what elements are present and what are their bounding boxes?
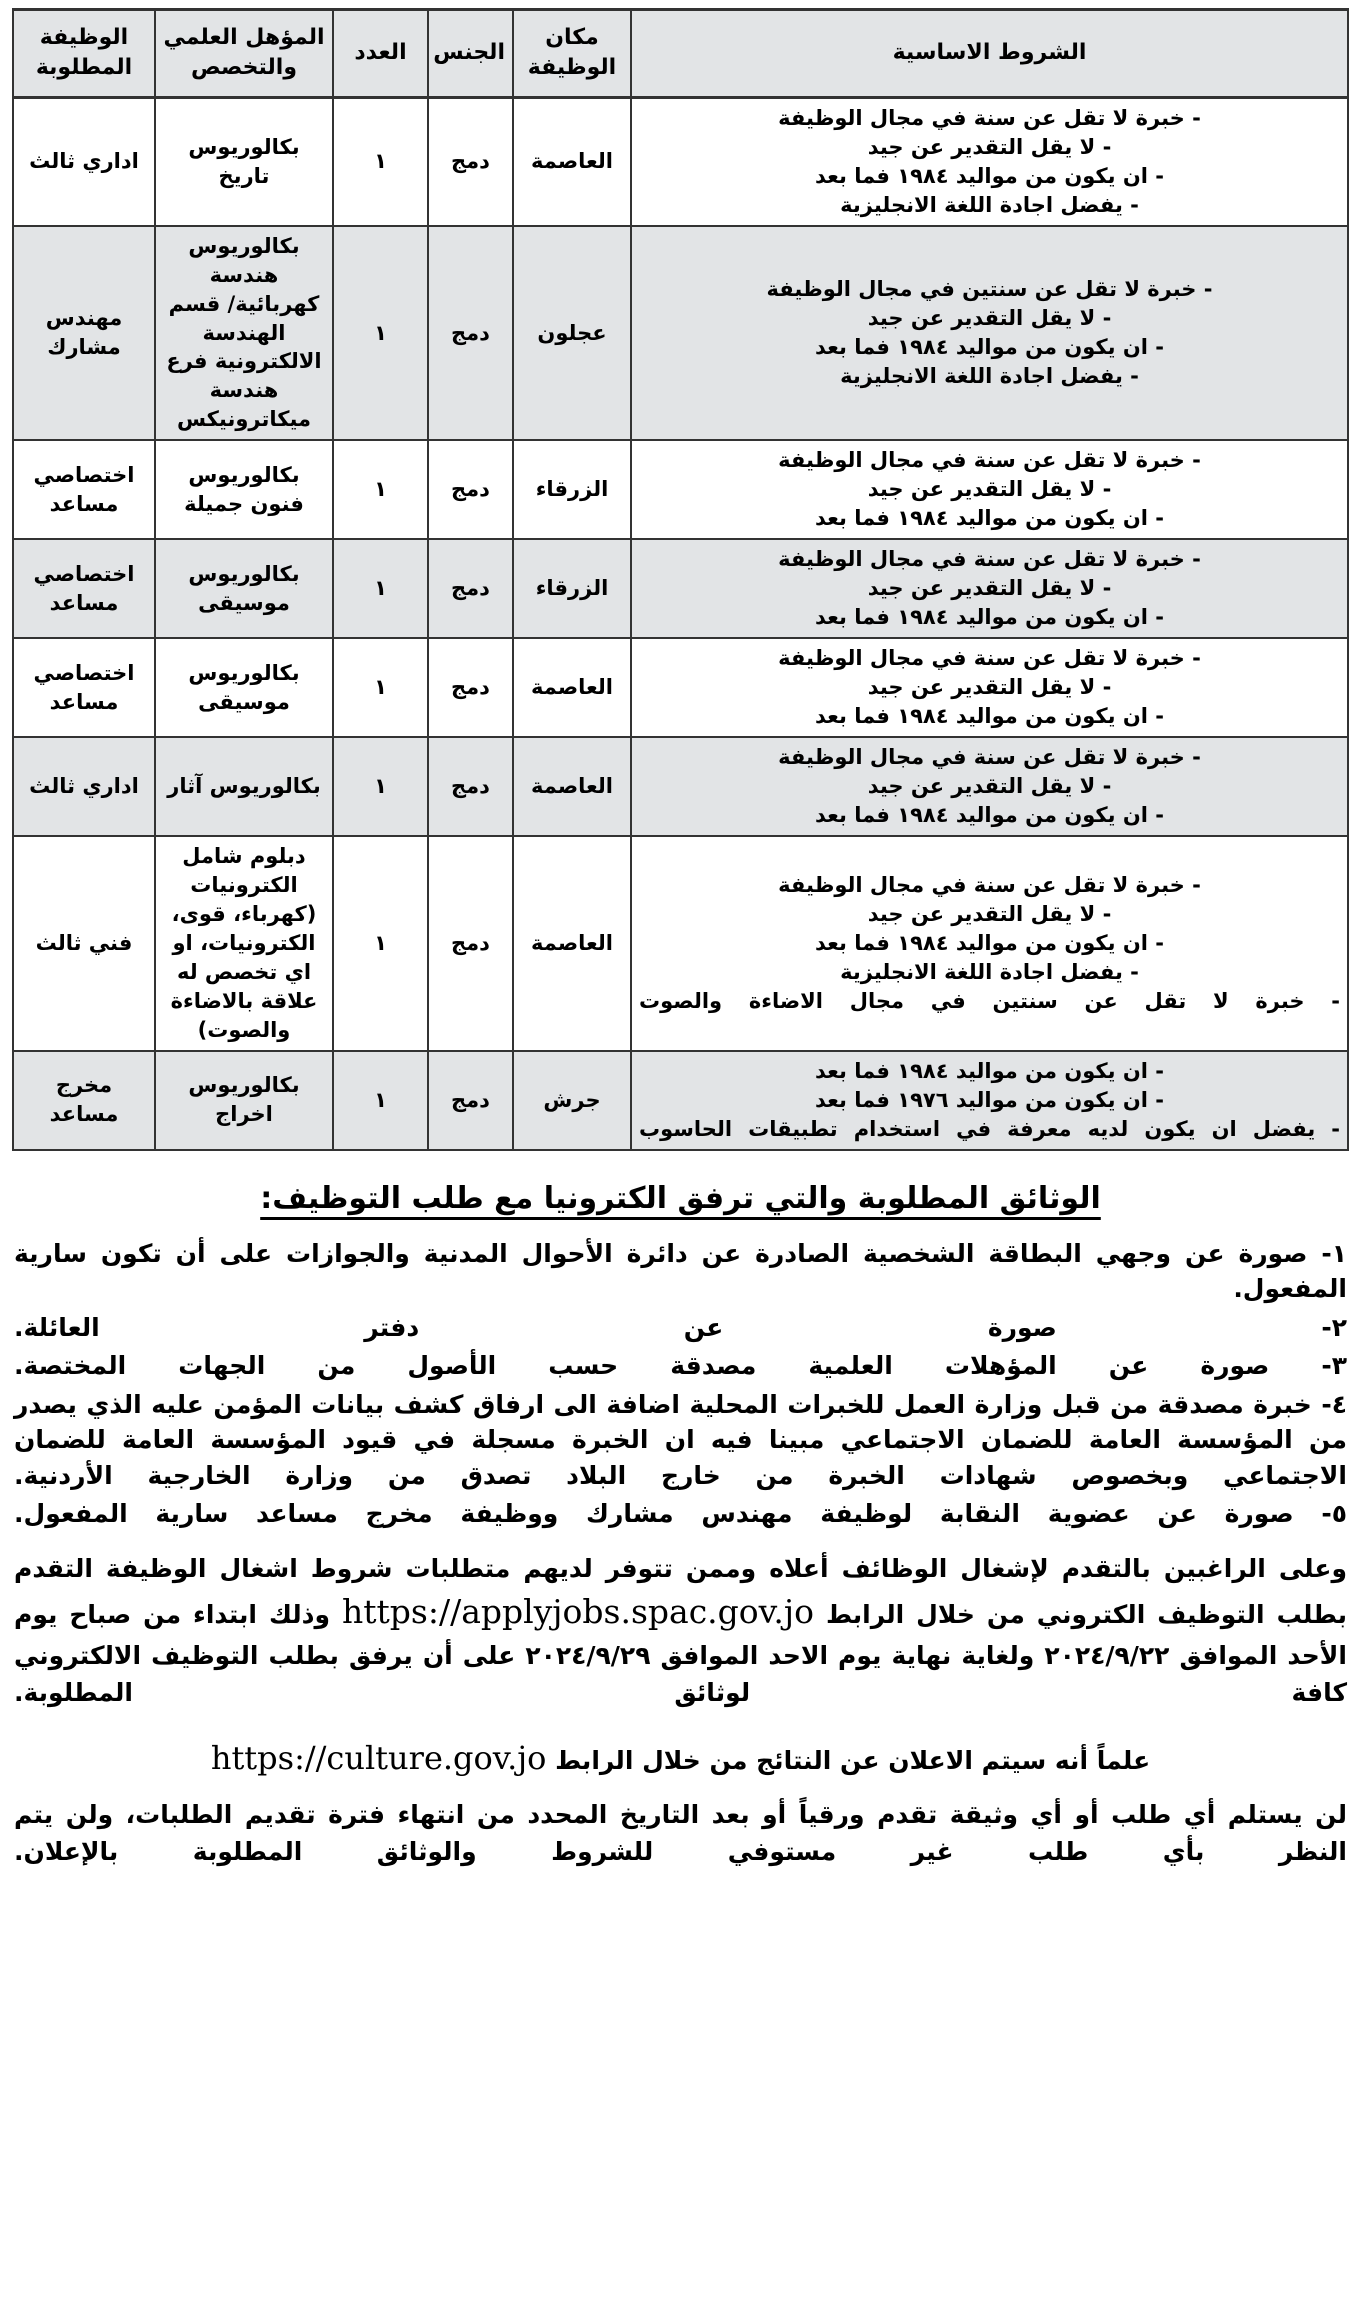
closing-statement: لن يستلم أي طلب أو أي وثيقة تقدم ورقياً أو بعد التاريخ المحدد من انتهاء فترة تقديم الطلبات، ولن يتم النظر بأي طلب غير مستوفي للشروط والوثائق المطلوبة بالإعلان. xyxy=(14,1799,1347,1867)
cell-gender: دمج xyxy=(428,539,513,638)
cell-count: ١ xyxy=(333,1051,428,1150)
condition-line: - يفضل اجادة اللغة الانجليزية xyxy=(840,363,1139,388)
table-row xyxy=(13,1051,1348,1150)
cell-qualification: بكالوريوس اخراج xyxy=(155,1051,333,1150)
condition-line: - لا يقل التقدير عن جيد xyxy=(867,774,1112,799)
cell-place: جرش xyxy=(513,1051,631,1150)
documents-list xyxy=(14,1236,1347,1532)
cell-job: اداري ثالث xyxy=(13,737,155,836)
table-row xyxy=(13,638,1348,737)
apply-portal-url[interactable]: https://applyjobs.spac.gov.jo xyxy=(342,1592,814,1632)
condition-line: - ان يكون من مواليد ١٩٨٤ فما بعد xyxy=(815,506,1164,531)
condition-line: - لا يقل التقدير عن جيد xyxy=(867,306,1112,331)
documents-title: الوثائق المطلوبة والتي ترفق الكترونيا مع طلب التوظيف: xyxy=(260,1180,1101,1216)
condition-line: - يفضل اجادة اللغة الانجليزية xyxy=(840,192,1139,217)
document-item: ٣- صورة عن المؤهلات العلمية مصدقة حسب الأصول من الجهات المختصة. xyxy=(14,1351,1347,1381)
condition-line: - ان يكون من مواليد ١٩٨٤ فما بعد xyxy=(815,605,1164,630)
table-row xyxy=(13,97,1348,225)
condition-line: - خبرة لا تقل عن سنة في مجال الوظيفة xyxy=(778,448,1201,473)
condition-line: - ان يكون من مواليد ١٩٨٤ فما بعد xyxy=(815,1058,1164,1083)
cell-job: اختصاصي مساعد xyxy=(13,638,155,737)
condition-line: - لا يقل التقدير عن جيد xyxy=(867,134,1112,159)
document-item: ٤- خبرة مصدقة من قبل وزارة العمل للخبرات المحلية اضافة الى ارفاق كشف بيانات المؤمن عليه الذي يصدر من المؤسسة العامة للضمان الاجتماعي مبينا فيه ان الخبرة مسجلة في قيود المؤسسة العامة للضمان الاجتماعي وبخصوص شهادات الخبرة من خارج البلاد تصدق من وزارة الخارجية الأردنية. xyxy=(14,1389,1347,1490)
cell-gender: دمج xyxy=(428,440,513,539)
cell-gender: دمج xyxy=(428,737,513,836)
table-row xyxy=(13,226,1348,441)
cell-count: ١ xyxy=(333,836,428,1051)
cell-count: ١ xyxy=(333,226,428,441)
document-item: ١- صورة عن وجهي البطاقة الشخصية الصادرة عن دائرة الأحوال المدنية والجوازات على أن تكون سارية المفعول. xyxy=(14,1238,1347,1304)
cell-gender: دمج xyxy=(428,1051,513,1150)
condition-line: - خبرة لا تقل عن سنة في مجال الوظيفة xyxy=(778,872,1201,897)
column-header-count: العدد xyxy=(333,10,428,98)
cell-count: ١ xyxy=(333,440,428,539)
condition-line: - خبرة لا تقل عن سنتين في مجال الاضاءة والصوت xyxy=(639,988,1340,1013)
cell-conditions xyxy=(631,1051,1348,1150)
cell-gender: دمج xyxy=(428,97,513,225)
apply-paragraph-part2: وذلك ابتداء من صباح يوم الأحد الموافق ٢٠٢٤/٩/٢٢ ولغاية نهاية يوم الاحد الموافق ٢٠٢٤/٩/٢٩ على أن يرفق بطلب التوظيف الالكتروني كافة لوثائق المطلوبة. xyxy=(14,1600,1347,1708)
results-note xyxy=(14,1734,1347,1782)
cell-job: اختصاصي مساعد xyxy=(13,440,155,539)
document-item: ٢- صورة عن دفتر العائلة. xyxy=(14,1312,1347,1342)
table-header-row xyxy=(13,10,1348,98)
condition-line: - يفضل اجادة اللغة الانجليزية xyxy=(840,959,1139,984)
cell-qualification: بكالوريوس موسيقى xyxy=(155,539,333,638)
cell-qualification: دبلوم شامل الكترونيات (كهرباء، قوى، الكترونيات، او اي تخصص له علاقة بالاضاءة والصوت) xyxy=(155,836,333,1051)
cell-job: اداري ثالث xyxy=(13,97,155,225)
column-header-job: الوظيفة المطلوبة xyxy=(13,10,155,98)
apply-paragraph xyxy=(14,1550,1347,1712)
cell-job: مهندس مشارك xyxy=(13,226,155,441)
cell-count: ١ xyxy=(333,737,428,836)
cell-place: الزرقاء xyxy=(513,440,631,539)
condition-line: - لا يقل التقدير عن جيد xyxy=(867,901,1112,926)
condition-line: - ان يكون من مواليد ١٩٧٦ فما بعد xyxy=(815,1087,1164,1112)
cell-conditions xyxy=(631,836,1348,1051)
condition-line: - ان يكون من مواليد ١٩٨٤ فما بعد xyxy=(815,163,1164,188)
condition-line: - لا يقل التقدير عن جيد xyxy=(867,576,1112,601)
cell-gender: دمج xyxy=(428,638,513,737)
condition-line: - ان يكون من مواليد ١٩٨٤ فما بعد xyxy=(815,334,1164,359)
cell-place: الزرقاء xyxy=(513,539,631,638)
documents-section xyxy=(14,1181,1347,1871)
jobs-table xyxy=(12,8,1349,1151)
condition-line: - ان يكون من مواليد ١٩٨٤ فما بعد xyxy=(815,930,1164,955)
apply-paragraph-part1: وعلى الراغبين بالتقدم لإشغال الوظائف أعلاه وممن تتوفر لديهم متطلبات شروط اشغال الوظيفة التقدم بطلب التوظيف الكتروني من خلال الرابط xyxy=(14,1553,1347,1630)
condition-line: - خبرة لا تقل عن سنة في مجال الوظيفة xyxy=(778,745,1201,770)
column-header-place: مكان الوظيفة xyxy=(513,10,631,98)
results-note-text: علماً أنه سيتم الاعلان عن النتائج من خلال الرابط xyxy=(555,1745,1151,1775)
cell-place: العاصمة xyxy=(513,97,631,225)
cell-qualification: بكالوريوس موسيقى xyxy=(155,638,333,737)
cell-qualification: بكالوريوس آثار xyxy=(155,737,333,836)
document-item: ٥- صورة عن عضوية النقابة لوظيفة مهندس مشارك ووظيفة مخرج مساعد سارية المفعول. xyxy=(14,1499,1347,1529)
cell-place: العاصمة xyxy=(513,737,631,836)
condition-line: - يفضل ان يكون لديه معرفة في استخدام تطبيقات الحاسوب xyxy=(639,1116,1340,1141)
cell-gender: دمج xyxy=(428,836,513,1051)
condition-line: - لا يقل التقدير عن جيد xyxy=(867,675,1112,700)
cell-place: العاصمة xyxy=(513,638,631,737)
cell-qualification: بكالوريوس تاريخ xyxy=(155,97,333,225)
cell-qualification: بكالوريوس فنون جميلة xyxy=(155,440,333,539)
condition-line: - خبرة لا تقل عن سنتين في مجال الوظيفة xyxy=(766,277,1213,302)
table-row xyxy=(13,539,1348,638)
cell-count: ١ xyxy=(333,97,428,225)
cell-job: مخرج مساعد xyxy=(13,1051,155,1150)
cell-count: ١ xyxy=(333,638,428,737)
cell-place: العاصمة xyxy=(513,836,631,1051)
cell-conditions xyxy=(631,737,1348,836)
results-portal-url[interactable]: https://culture.gov.jo xyxy=(210,1738,547,1777)
cell-job: اختصاصي مساعد xyxy=(13,539,155,638)
condition-line: - ان يكون من مواليد ١٩٨٤ فما بعد xyxy=(815,803,1164,828)
column-header-gender: الجنس xyxy=(428,10,513,98)
cell-place: عجلون xyxy=(513,226,631,441)
cell-conditions xyxy=(631,226,1348,441)
cell-conditions xyxy=(631,638,1348,737)
column-header-qualification: المؤهل العلمي والتخصص xyxy=(155,10,333,98)
cell-gender: دمج xyxy=(428,226,513,441)
condition-line: - خبرة لا تقل عن سنة في مجال الوظيفة xyxy=(778,105,1201,130)
condition-line: - لا يقل التقدير عن جيد xyxy=(867,477,1112,502)
cell-conditions xyxy=(631,97,1348,225)
cell-job: فني ثالث xyxy=(13,836,155,1051)
condition-line: - خبرة لا تقل عن سنة في مجال الوظيفة xyxy=(778,547,1201,572)
condition-line: - ان يكون من مواليد ١٩٨٤ فما بعد xyxy=(815,704,1164,729)
table-row xyxy=(13,440,1348,539)
condition-line: - خبرة لا تقل عن سنة في مجال الوظيفة xyxy=(778,646,1201,671)
table-row xyxy=(13,737,1348,836)
cell-conditions xyxy=(631,440,1348,539)
column-header-conditions: الشروط الاساسية xyxy=(631,10,1348,98)
cell-conditions xyxy=(631,539,1348,638)
cell-qualification: بكالوريوس هندسة كهربائية/ قسم الهندسة الالكترونية فرع هندسة ميكاترونيكس xyxy=(155,226,333,441)
table-row xyxy=(13,836,1348,1051)
cell-count: ١ xyxy=(333,539,428,638)
